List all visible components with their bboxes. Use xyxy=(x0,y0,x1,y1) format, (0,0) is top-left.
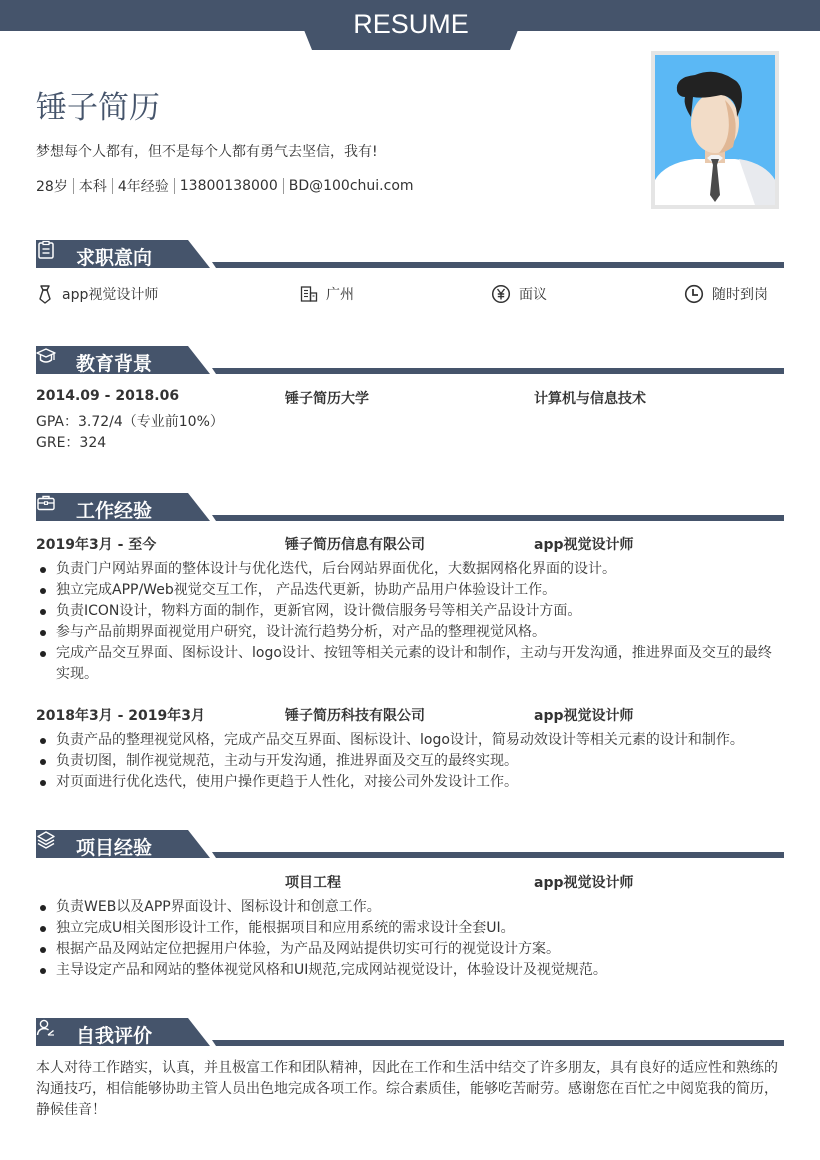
section-title: 工作经验 xyxy=(76,500,153,522)
list-item: 独立完成APP/Web视觉交互工作， 产品迭代更新，协助产品用户体验设计工作。 xyxy=(36,580,784,601)
job-duties-list xyxy=(36,730,784,793)
info-experience: 4年经验 xyxy=(117,179,169,195)
tie-icon xyxy=(36,284,54,304)
intent-position-label: app视觉设计师 xyxy=(62,287,159,303)
intent-position xyxy=(36,284,158,304)
briefcase-icon xyxy=(36,493,56,513)
banner-title: RESUME xyxy=(353,9,469,39)
list-item: 完成产品交互界面、图标设计、logo设计、按钮等相关元素的设计和制作，主动与开发沟通，推进界面及交互的最终实现。 xyxy=(36,643,784,685)
avatar-illustration xyxy=(655,55,775,205)
education-major: 计算机与信息技术 xyxy=(534,391,646,407)
section-header-work xyxy=(36,493,784,523)
clipboard-icon xyxy=(36,240,56,260)
info-age: 28岁 xyxy=(36,179,68,195)
section-title: 项目经验 xyxy=(76,837,153,859)
intent-availability xyxy=(684,284,768,304)
project-role: app视觉设计师 xyxy=(534,875,634,891)
layers-icon xyxy=(36,830,56,850)
job-company: 锤子简历科技有限公司 xyxy=(285,708,425,724)
profile-photo xyxy=(651,51,779,209)
list-item: 负责ICON设计，物料方面的制作，更新官网，设计微信服务号等相关产品设计方面。 xyxy=(36,601,784,622)
graduation-cap-icon xyxy=(36,346,56,366)
clock-icon xyxy=(684,284,704,304)
section-header-projects xyxy=(36,830,784,860)
intent-city-label: 广州 xyxy=(326,287,354,303)
section-title: 教育背景 xyxy=(76,353,153,375)
job-period: 2019年3月 - 至今 xyxy=(36,537,157,553)
intent-salary xyxy=(491,284,547,304)
education-period: 2014.09 - 2018.06 xyxy=(36,388,180,404)
divider xyxy=(174,178,175,194)
section-header-intent xyxy=(36,240,784,270)
intent-city xyxy=(300,284,354,304)
info-degree: 本科 xyxy=(78,179,107,195)
divider xyxy=(283,178,284,194)
education-gpa: GPA：3.72/4（专业前10%） xyxy=(36,414,224,430)
job-duties-list xyxy=(36,559,784,685)
list-item: 独立完成U相关图形设计工作，能根据项目和应用系统的需求设计全套UI。 xyxy=(36,918,784,939)
project-name: 项目工程 xyxy=(285,875,341,891)
job-period: 2018年3月 - 2019年3月 xyxy=(36,708,205,724)
job-role: app视觉设计师 xyxy=(534,537,634,553)
list-item: 负责切图，制作视觉规范，主动与开发沟通，推进界面及交互的最终实现。 xyxy=(36,751,784,772)
list-item: 负责产品的整理视觉风格，完成产品交互界面、图标设计、logo设计，简易动效设计等相关元素的设计和制作。 xyxy=(36,730,784,751)
project-duties-list xyxy=(36,897,784,981)
list-item: 根据产品及网站定位把握用户体验，为产品及网站提供切实可行的视觉设计方案。 xyxy=(36,939,784,960)
section-header-self-eval xyxy=(36,1018,784,1048)
section-title: 求职意向 xyxy=(76,247,153,269)
intent-availability-label: 随时到岗 xyxy=(712,287,768,303)
education-gre: GRE：324 xyxy=(36,435,107,451)
divider xyxy=(73,178,74,194)
avatar xyxy=(655,55,775,205)
job-role: app视觉设计师 xyxy=(534,708,634,724)
profile-name: 锤子简历 xyxy=(36,90,160,126)
building-icon xyxy=(300,285,318,303)
user-edit-icon xyxy=(36,1018,56,1038)
info-email[interactable]: BD@100chui.com xyxy=(288,178,414,194)
job-company: 锤子简历信息有限公司 xyxy=(285,537,425,553)
list-item: 负责WEB以及APP界面设计、图标设计和创意工作。 xyxy=(36,897,784,918)
self-evaluation-text: 本人对待工作踏实，认真，并且极富工作和团队精神，因此在工作和生活中结交了许多朋友，具有良好的适应性和熟练的沟通技巧，相信能够协助主管人员出色地完成各项工作。综合素质佳，能够吃苦耐劳。感谢您在百忙之中阅览我的简历，静候佳音！ xyxy=(36,1060,778,1118)
list-item: 主导设定产品和网站的整体视觉风格和UI规范,完成网站视觉设计，体验设计及视觉规范。 xyxy=(36,960,784,981)
education-school: 锤子简历大学 xyxy=(285,391,369,407)
list-item: 负责门户网站界面的整体设计与优化迭代，后台网站界面优化，大数据网格化界面的设计。 xyxy=(36,559,784,580)
section-title: 自我评价 xyxy=(76,1025,153,1047)
yen-icon xyxy=(491,284,511,304)
resume-banner-tab xyxy=(304,0,518,50)
profile-motto: 梦想每个人都有，但不是每个人都有勇气去坚信，我有! xyxy=(36,144,378,160)
divider xyxy=(112,178,113,194)
list-item: 对页面进行优化迭代，使用户操作更趋于人性化，对接公司外发设计工作。 xyxy=(36,772,784,793)
intent-salary-label: 面议 xyxy=(519,287,547,303)
section-header-education xyxy=(36,346,784,376)
list-item: 参与产品前期界面视觉用户研究，设计流行趋势分析，对产品的整理视觉风格。 xyxy=(36,622,784,643)
profile-info-line xyxy=(36,176,414,196)
intent-row xyxy=(36,284,784,304)
info-phone: 13800138000 xyxy=(179,178,278,194)
